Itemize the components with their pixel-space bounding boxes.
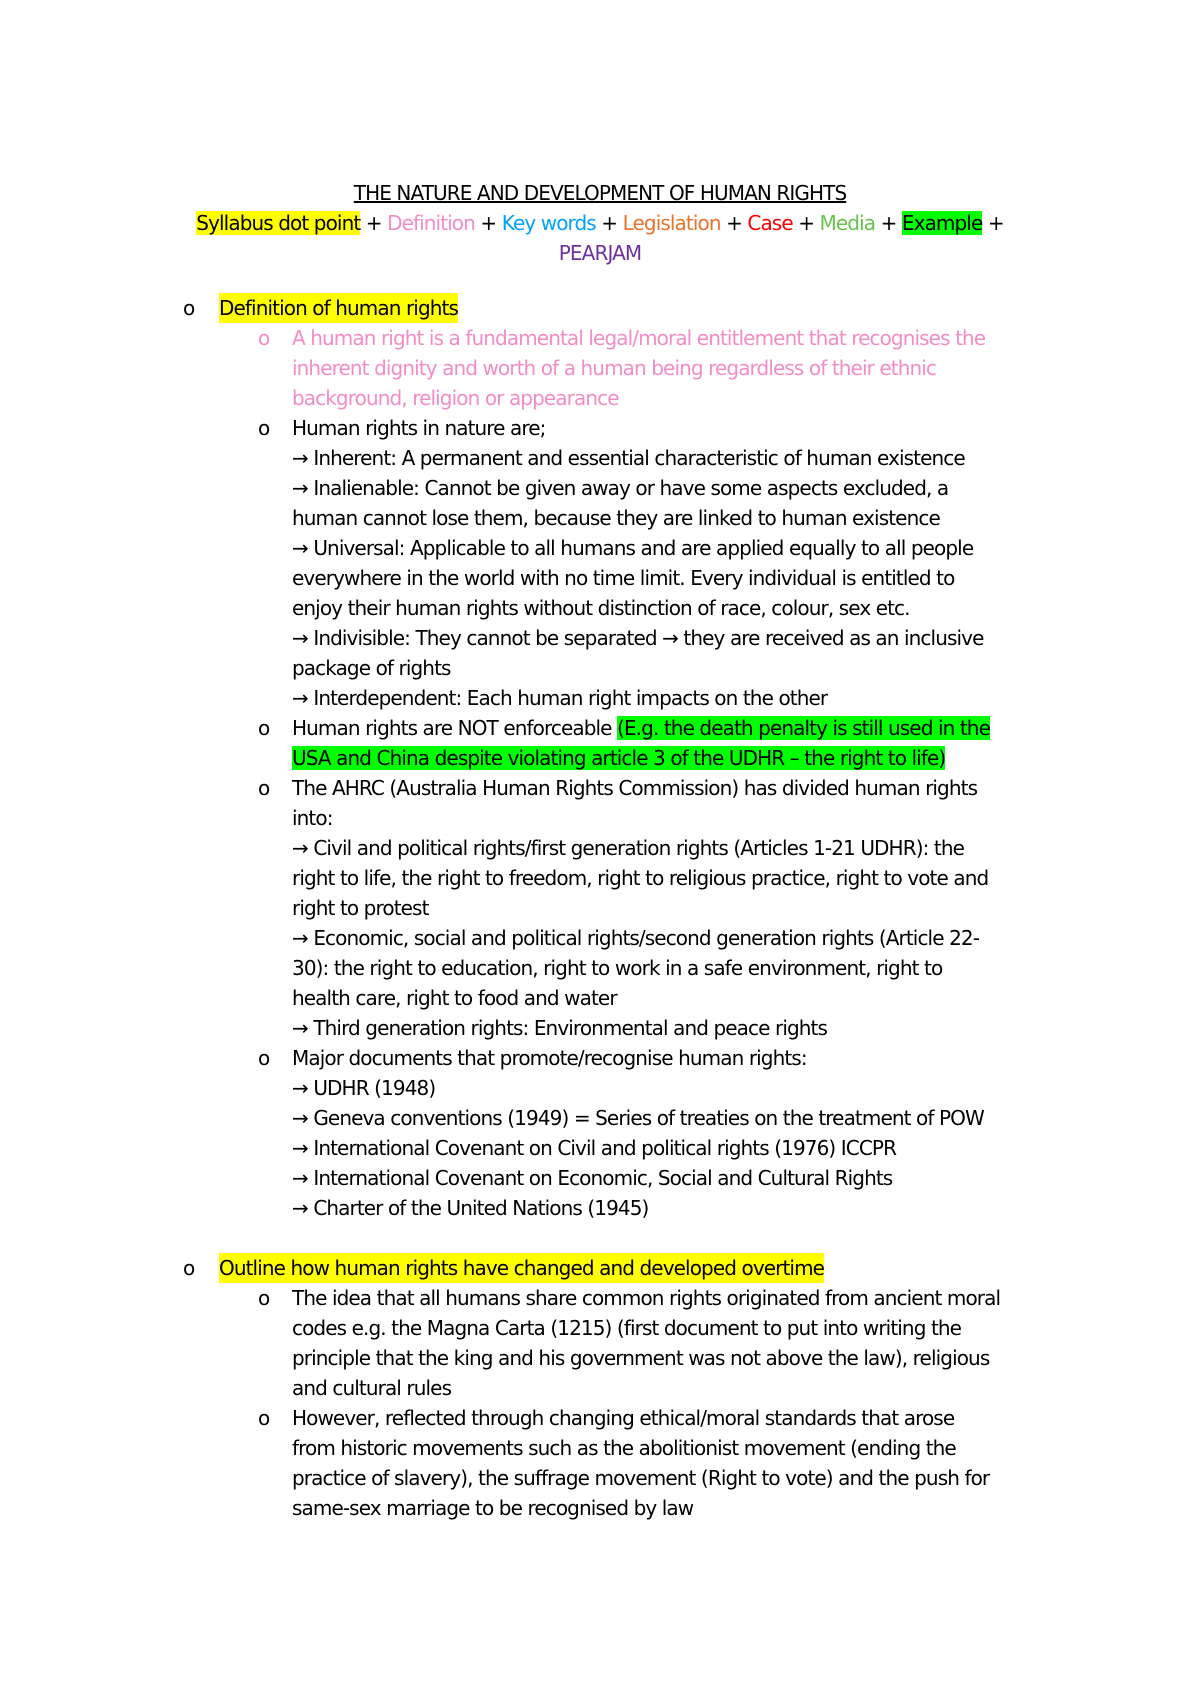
- arrow-right-icon: →: [292, 1196, 308, 1220]
- ahrc-text: 30): the right to education, right to work in a safe environment, right to: [292, 956, 943, 980]
- history-text: practice of slavery), the suffrage movement (Right to vote) and the push for: [292, 1466, 990, 1490]
- history-text: codes e.g. the Magna Carta (1215) (first document to put into writing the: [292, 1316, 962, 1340]
- nature-text: Indivisible: They cannot be separated: [307, 626, 663, 650]
- document-item: [292, 1103, 984, 1133]
- arrow-right-icon: →: [662, 626, 678, 650]
- history-text: The idea that all humans share common rights originated from ancient moral: [292, 1286, 1001, 1310]
- ahrc-text: right to life, the right to freedom, right to religious practice, right to vote and: [292, 866, 989, 890]
- section1-heading: Definition of human rights: [219, 293, 458, 323]
- legend-plus: +: [360, 211, 388, 235]
- legend-plus: +: [595, 211, 623, 235]
- legend-plus: +: [875, 211, 902, 235]
- legend-case: Case: [747, 211, 793, 235]
- ahrc-item: [292, 833, 964, 863]
- arrow-right-icon: →: [292, 626, 308, 650]
- history-text: principle that the king and his government was not above the law), religious: [292, 1346, 990, 1370]
- nature-text: Inherent: A permanent and essential characteristic of human existence: [307, 446, 965, 470]
- history-text: and cultural rules: [292, 1376, 452, 1400]
- enforce-line: [292, 713, 990, 743]
- ahrc-text: Economic, social and political rights/second generation rights (Article 22-: [307, 926, 980, 950]
- definition-line: A human right is a fundamental legal/moral entitlement that recognises the: [292, 326, 986, 350]
- title-block: [160, 178, 1040, 268]
- nature-text: human cannot lose them, because they are linked to human existence: [292, 506, 940, 530]
- legend-plus: +: [474, 211, 502, 235]
- document-text: International Covenant on Civil and political rights (1976) ICCPR: [307, 1136, 897, 1160]
- definition-line: inherent dignity and worth of a human being regardless of their ethnic: [292, 356, 937, 380]
- legend-example: Example: [901, 211, 983, 235]
- nature-item: [292, 623, 983, 653]
- document-text: UDHR (1948): [307, 1076, 436, 1100]
- ahrc-text: The AHRC (Australia Human Rights Commission) has divided human rights: [292, 776, 978, 800]
- document-text: International Covenant on Economic, Social and Cultural Rights: [307, 1166, 893, 1190]
- outer-bullet-icon: o: [183, 1256, 195, 1280]
- document-item: [292, 1133, 896, 1163]
- legend-media: Media: [819, 211, 876, 235]
- arrow-right-icon: →: [292, 1166, 308, 1190]
- history-text: However, reflected through changing ethical/moral standards that arose: [292, 1406, 955, 1430]
- legend-key-words: Key words: [501, 211, 596, 235]
- legend-definition: Definition: [387, 211, 475, 235]
- history-text: from historic movements such as the abolitionist movement (ending the: [292, 1436, 956, 1460]
- enforce-example: (E.g. the death penalty is still used in the: [617, 716, 990, 740]
- history-text: same-sex marriage to be recognised by law: [292, 1496, 694, 1520]
- arrow-right-icon: →: [292, 1016, 308, 1040]
- legend-plus: +: [982, 211, 1004, 235]
- ahrc-text: health care, right to food and water: [292, 986, 617, 1010]
- inner-bullet-icon: o: [258, 1406, 270, 1430]
- nature-text: Interdependent: Each human right impacts on the other: [307, 686, 828, 710]
- legend-syllabus: Syllabus dot point: [196, 211, 361, 235]
- outer-bullet-icon: o: [183, 296, 195, 320]
- arrow-right-icon: →: [292, 1106, 308, 1130]
- inner-bullet-icon: o: [258, 326, 270, 350]
- document-text: Geneva conventions (1949) = Series of treaties on the treatment of POW: [307, 1106, 984, 1130]
- legend-legislation: Legislation: [622, 211, 721, 235]
- inner-bullet-icon: o: [258, 416, 270, 440]
- inner-bullet-icon: o: [258, 1286, 270, 1310]
- legend-pearjam: PEARJAM: [558, 241, 642, 265]
- nature-text: enjoy their human rights without distinction of race, colour, sex etc.: [292, 596, 910, 620]
- legend-plus: +: [792, 211, 820, 235]
- enforce-text: Human rights are NOT enforceable: [292, 716, 618, 740]
- enforce-example: USA and China despite violating article 3 of the UDHR – the right to life): [292, 746, 946, 770]
- color-legend: [160, 208, 1040, 238]
- document-text: Charter of the United Nations (1945): [307, 1196, 649, 1220]
- legend-plus: +: [720, 211, 748, 235]
- nature-text: Inalienable: Cannot be given away or have some aspects excluded, a: [307, 476, 949, 500]
- nature-text: Universal: Applicable to all humans and are applied equally to all people: [307, 536, 974, 560]
- nature-text: package of rights: [292, 656, 451, 680]
- arrow-right-icon: →: [292, 926, 308, 950]
- page-title: THE NATURE AND DEVELOPMENT OF HUMAN RIGHTS: [353, 181, 847, 205]
- ahrc-text: right to protest: [292, 896, 429, 920]
- nature-item: [292, 473, 948, 503]
- ahrc-item: [292, 1013, 827, 1043]
- ahrc-text: into:: [292, 806, 333, 830]
- inner-bullet-icon: o: [258, 716, 270, 740]
- nature-intro: Human rights in nature are;: [292, 416, 546, 440]
- section2-heading: Outline how human rights have changed and developed overtime: [219, 1253, 824, 1283]
- inner-bullet-icon: o: [258, 776, 270, 800]
- arrow-right-icon: →: [292, 446, 308, 470]
- definition-line: background, religion or appearance: [292, 386, 619, 410]
- arrow-right-icon: →: [292, 476, 308, 500]
- nature-item: [292, 443, 965, 473]
- inner-bullet-icon: o: [258, 1046, 270, 1070]
- arrow-right-icon: →: [292, 536, 308, 560]
- arrow-right-icon: →: [292, 1076, 308, 1100]
- ahrc-item: [292, 923, 979, 953]
- documents-intro: Major documents that promote/recognise human rights:: [292, 1046, 807, 1070]
- nature-item: [292, 533, 973, 563]
- arrow-right-icon: →: [292, 836, 308, 860]
- arrow-right-icon: →: [292, 686, 308, 710]
- arrow-right-icon: →: [292, 1136, 308, 1160]
- nature-text: everywhere in the world with no time limit. Every individual is entitled to: [292, 566, 955, 590]
- nature-text: they are received as an inclusive: [677, 626, 984, 650]
- document-item: [292, 1163, 892, 1193]
- nature-item: [292, 683, 827, 713]
- document-item: [292, 1073, 435, 1103]
- ahrc-text: Third generation rights: Environmental and peace rights: [307, 1016, 828, 1040]
- ahrc-text: Civil and political rights/first generation rights (Articles 1-21 UDHR): the: [307, 836, 965, 860]
- enforce-line: [292, 743, 945, 773]
- document-item: [292, 1193, 648, 1223]
